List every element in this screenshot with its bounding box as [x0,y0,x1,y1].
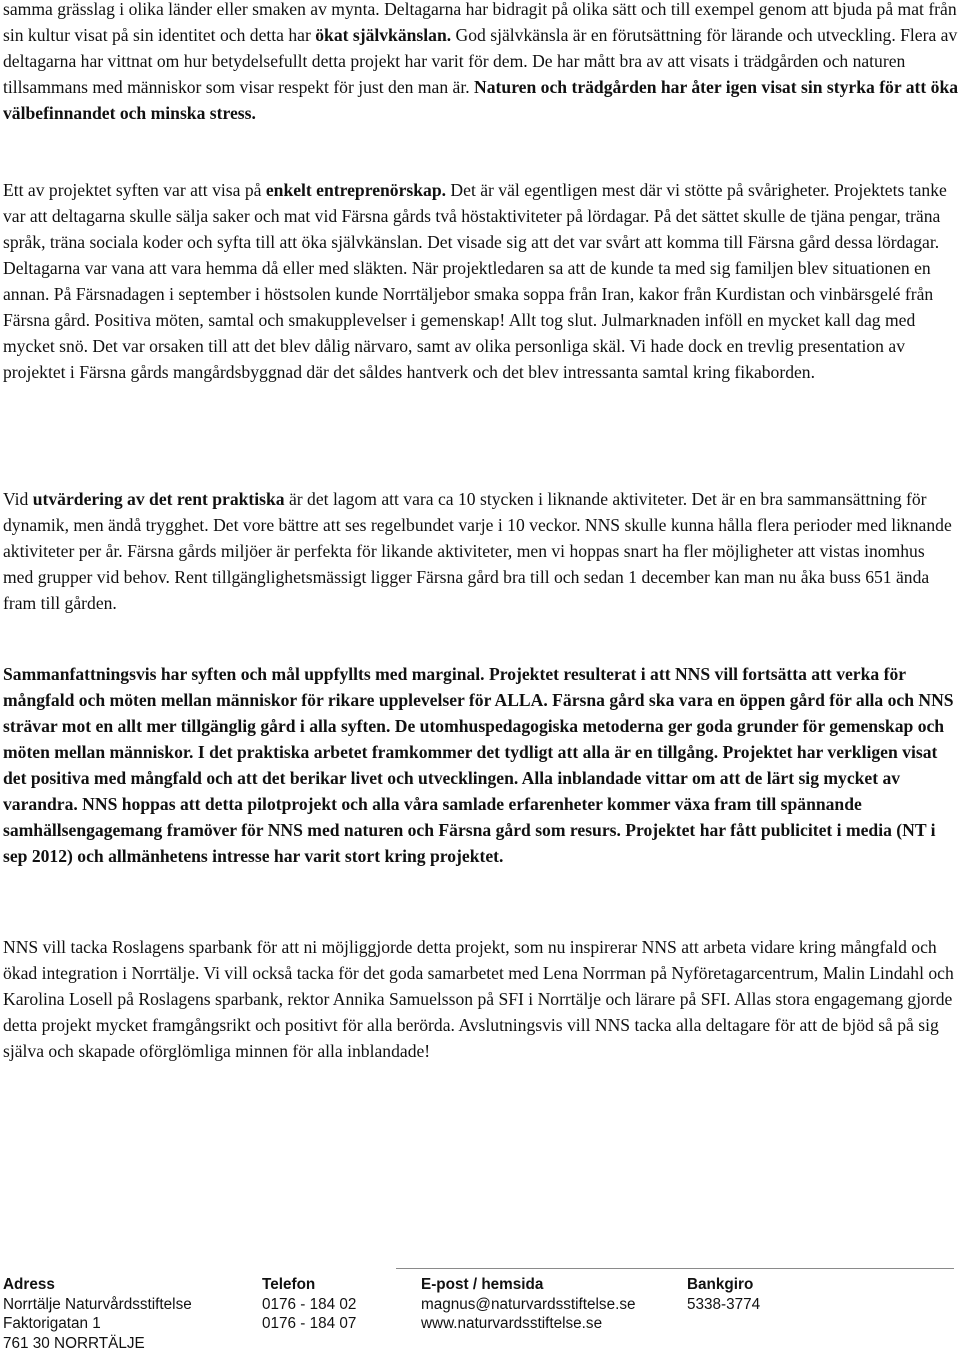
paragraph-evaluation [3,486,959,616]
text-run: Det är väl egentligen mest där vi stötte på svårigheter. Projektets tanke var att deltagarna skulle sälja saker och mat vid Färsna gårds två höstaktiviteter på lördagar. På det sättet skulle de tjäna pengar, träna språk, träna sociala koder och syfta till att öka självkänslan. Det visade sig att det var svårt att komma till Färsna gård dessa lördagar. Deltagarna var vana att vara hemma då eller med släkten. När projektledaren sa att de kunde ta med sig familjen blev situationen en annan. På Färsnadagen i september i höstsolen kunde Norrtäljebor smaka soppa från Iran, kakor från Kurdistan och vinbärsgelé från Färsna gård. Positiva möten, samtal och smakupplevelser i gemenskap! Allt tog slut. Julmarknaden inföll en mycket kall dag med mycket snö. Det var orsaken till att det blev dålig närvaro, samt av olika personliga skäl. Vi hade dock en trevlig presentation av projektet i Färsna gårds mangårdsbyggnad där det såldes hantverk och det blev intressanta samtal kring fikaborden. [3,180,947,382]
bold-text-run: utvärdering av det rent praktiska [32,489,285,509]
footer-address-line-1: Norrtälje Naturvårdsstiftelse [3,1295,192,1313]
bold-text-run: ökat självkänslan. [315,25,452,45]
bold-text-run: Sammanfattningsvis har syften och mål uppfyllts med marginal. Projektet resulterat i att NNS vill fortsätta att verka för mångfald och möten mellan människor för rikare upplevelser för ALLA. Färsna gård ska vara en öppen gård för alla och NNS strävar mot en allt mer tillgänglig gård i alla syften. De utomhuspedagogiska metoderna ger goda grunder för gemenskap och möten mellan människor. I det praktiska arbetet framkommer det tydligt att alla är en tillgång. Projektet har verkligen visat det positiva med mångfald och att det berikar livet och utvecklingen. Alla inblandade vittar om att de lärt sig mycket av varandra. NNS hoppas att detta pilotprojekt och alla våra samlade erfarenheter kommer växa fram till spännande samhällsengagemang framöver för NNS med naturen och Färsna gård som resurs. Projektet har fått publicitet i media (NT i sep 2012) och allmänhetens intresse har varit stort kring projektet. [3,664,954,866]
footer-phone-heading: Telefon [262,1276,316,1293]
text-run: samma grässlag i olika länder eller smaken av mynta. Deltagarna har bidragit på olika sätt och till exempel genom att bjuda på mat från sin kultur visat på sin identitet och detta har [3,0,957,45]
footer-address-line-2: Faktorigatan 1 [3,1315,101,1333]
footer-bank-heading: Bankgiro [687,1276,754,1293]
footer-phone-2: 0176 - 184 07 [262,1315,357,1333]
paragraph-summary [3,661,959,869]
text-run: Ett av projektet syften var att visa på [3,180,266,200]
paragraph-entrepreneurship [3,177,959,385]
paragraph-identity [3,0,959,126]
footer-website-link[interactable]: www.naturvardsstiftelse.se [421,1315,603,1333]
text-run: God självkänsla är en förutsättning för lärande och utveckling. Flera av deltagarna har vittnat om hur betydelsefullt detta projekt har varit för dem. De har mått bra av att visats i trädgården och naturen tillsammans med människor som visar respekt för just den man är. [3,25,958,97]
paragraph-thanks [3,934,959,1064]
footer-contact-column [421,1275,636,1334]
footer-bankgiro: 5338-3774 [687,1295,761,1313]
footer-phone-column [262,1275,356,1334]
bold-text-run: enkelt entreprenörskap. [265,180,447,200]
footer-email-link[interactable]: magnus@naturvardsstiftelse.se [421,1295,636,1313]
footer-email-heading: E-post / hemsida [421,1276,544,1293]
footer-phone-1: 0176 - 184 02 [262,1295,357,1313]
footer-address-line-3: 761 30 NORRTÄLJE [3,1334,145,1352]
text-run: är det lagom att vara ca 10 stycken i liknande aktiviteter. Det är en bra sammansättning för dynamik, men ändå trygghet. Det vore bättre att ses regelbundet varje i 10 veckor. NNS skulle kunna hålla flera perioder med liknande aktiviteter per år. Färsna gårds miljöer är perfekta för likande aktiviteter, men vi hoppas snart ha fler möjligheter att vistas inomhus med grupper vid behov. Rent tillgänglighetsmässigt ligger Färsna gård bra till och sedan 1 december kan man nu åka buss 651 ända fram till gården. [3,489,952,613]
footer-address-heading: Adress [3,1276,55,1293]
footer-divider [396,1268,954,1269]
footer-bank-column [687,1275,760,1314]
text-run: NNS vill tacka Roslagens sparbank för att ni möjliggjorde detta projekt, som nu inspirerar NNS att arbeta vidare kring mångfald och ökad integration i Norrtälje. Vi vill också tacka för det goda samarbetet med Lena Norrman på Nyföretagarcentrum, Malin Lindahl och Karolina Losell på Roslagens sparbank, rektor Annika Samuelsson på SFI i Norrtälje och lärare på SFI. Allas stora engagemang gjorde detta projekt mycket framgångsrikt och positivt för alla berörda. Avslutningsvis vill NNS tacka alla deltagare för att de bjöd så på sig själva och skapade oförglömliga minnen för alla inblandade! [3,937,954,1061]
footer-address-column [3,1275,192,1353]
bold-text-run: Naturen och trädgården har åter igen visat sin styrka för att öka välbefinnandet och minska stress. [3,77,959,123]
text-run: Vid [3,489,33,509]
